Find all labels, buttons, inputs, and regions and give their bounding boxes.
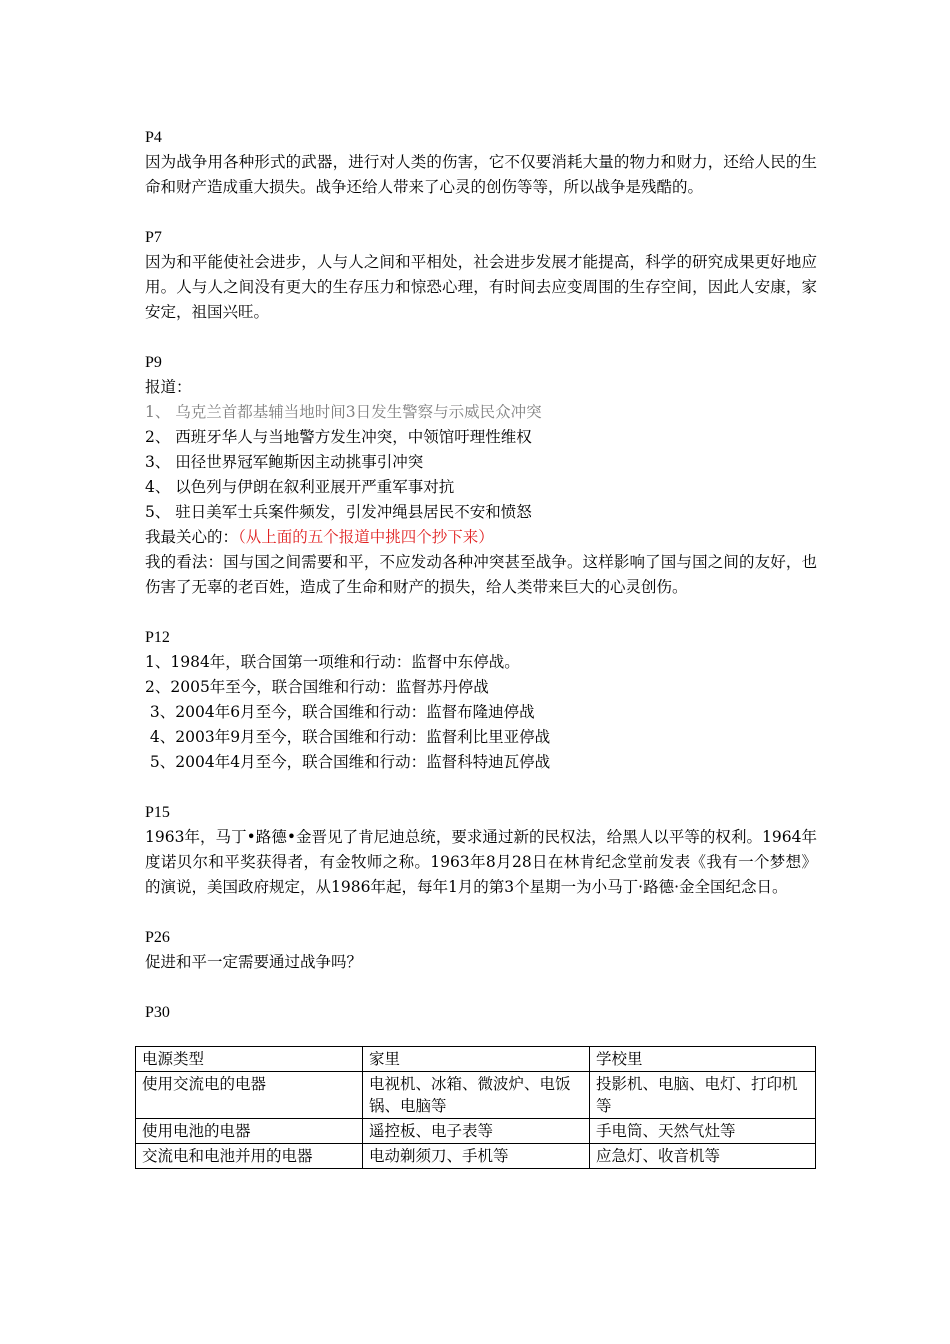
section-title-p30: P30: [145, 1004, 170, 1021]
peacekeeping-item: 2、2005年至今，联合国维和行动：监督苏丹停战: [145, 678, 489, 696]
table-header-cell: 电源类型: [136, 1047, 363, 1072]
peacekeeping-item: 4、2003年9月至今，联合国维和行动：监督利比里亚停战: [145, 728, 551, 746]
table-row: [136, 1144, 816, 1169]
report-item: 2、 西班牙华人与当地警方发生冲突，中领馆吁理性维权: [145, 428, 532, 446]
document-body: [145, 125, 817, 1025]
report-item: 5、 驻日美军士兵案件频发，引发冲绳县居民不安和愤怒: [145, 503, 532, 521]
table-cell: 使用电池的电器: [136, 1119, 363, 1144]
table-cell: 手电筒、天然气灶等: [590, 1119, 816, 1144]
table-header-cell: 家里: [363, 1047, 590, 1072]
table-cell: 电动剃须刀、手机等: [363, 1144, 590, 1169]
peacekeeping-item: 3、2004年6月至今，联合国维和行动：监督布隆迪停战: [145, 703, 535, 721]
section-title-p4: P4: [145, 129, 162, 146]
table-cell: 投影机、电脑、电灯、打印机等: [590, 1072, 816, 1119]
section-title-p15: P15: [145, 804, 170, 821]
table-row: [136, 1072, 816, 1119]
table-cell: 应急灯、收音机等: [590, 1144, 816, 1169]
report-item: 3、 田径世界冠军鲍斯因主动挑事引冲突: [145, 453, 424, 471]
report-label: 报道：: [145, 378, 192, 396]
opinion-paragraph: 我的看法：国与国之间需要和平，不应发动各种冲突甚至战争。这样影响了国与国之间的友好，也伤害了无辜的老百姓，造成了生命和财产的损失，给人类带来巨大的心灵创伤。: [145, 553, 817, 596]
power-source-table: [135, 1046, 816, 1169]
section-title-p26: P26: [145, 929, 170, 946]
table-cell: 遥控板、电子表等: [363, 1119, 590, 1144]
p7-paragraph: 因为和平能使社会进步，人与人之间和平相处，社会进步发展才能提高，科学的研究成果更好地应用。人与人之间没有更大的生存压力和惊恐心理，有时间去应变周围的生存空间，因此人安康，家安定，祖国兴旺。: [145, 253, 817, 321]
report-item: 4、 以色列与伊朗在叙利亚展开严重军事对抗: [145, 478, 455, 496]
table-cell: 电视机、冰箱、微波炉、电饭锅、电脑等: [363, 1072, 590, 1119]
table-row: [136, 1119, 816, 1144]
table-header-row: [136, 1047, 816, 1072]
p4-paragraph: 因为战争用各种形式的武器，进行对人类的伤害，它不仅要消耗大量的物力和财力，还给人民的生命和财产造成重大损失。战争还给人带来了心灵的创伤等等，所以战争是残酷的。: [145, 153, 817, 196]
table-cell: 交流电和电池并用的电器: [136, 1144, 363, 1169]
peacekeeping-item: 5、2004年4月至今，联合国维和行动：监督科特迪瓦停战: [145, 753, 551, 771]
concern-label: 我最关心的：: [145, 528, 239, 546]
table-header-cell: 学校里: [590, 1047, 816, 1072]
table-cell: 使用交流电的电器: [136, 1072, 363, 1119]
p15-paragraph: 1963年，马丁•路德•金晋见了肯尼迪总统，要求通过新的民权法，给黑人以平等的权利。1964年度诺贝尔和平奖获得者，有金牧师之称。1963年8月28日在林肯纪念堂前发表《我有一个梦想》的演说，美国政府规定，从1986年起，每年1月的第3个星期一为小马丁·路德·金全国纪念日。: [145, 828, 817, 896]
peacekeeping-item: 1、1984年，联合国第一项维和行动：监督中东停战。: [145, 653, 520, 671]
p26-paragraph: 促进和平一定需要通过战争吗？: [145, 953, 363, 971]
concern-note: （从上面的五个报道中挑四个抄下来）: [238, 528, 494, 546]
section-title-p7: P7: [145, 229, 162, 246]
report-item: 1、 乌克兰首都基辅当地时间3日发生警察与示威民众冲突: [145, 403, 542, 421]
section-title-p12: P12: [145, 629, 170, 646]
section-title-p9: P9: [145, 354, 162, 371]
concern-line: [145, 525, 817, 550]
